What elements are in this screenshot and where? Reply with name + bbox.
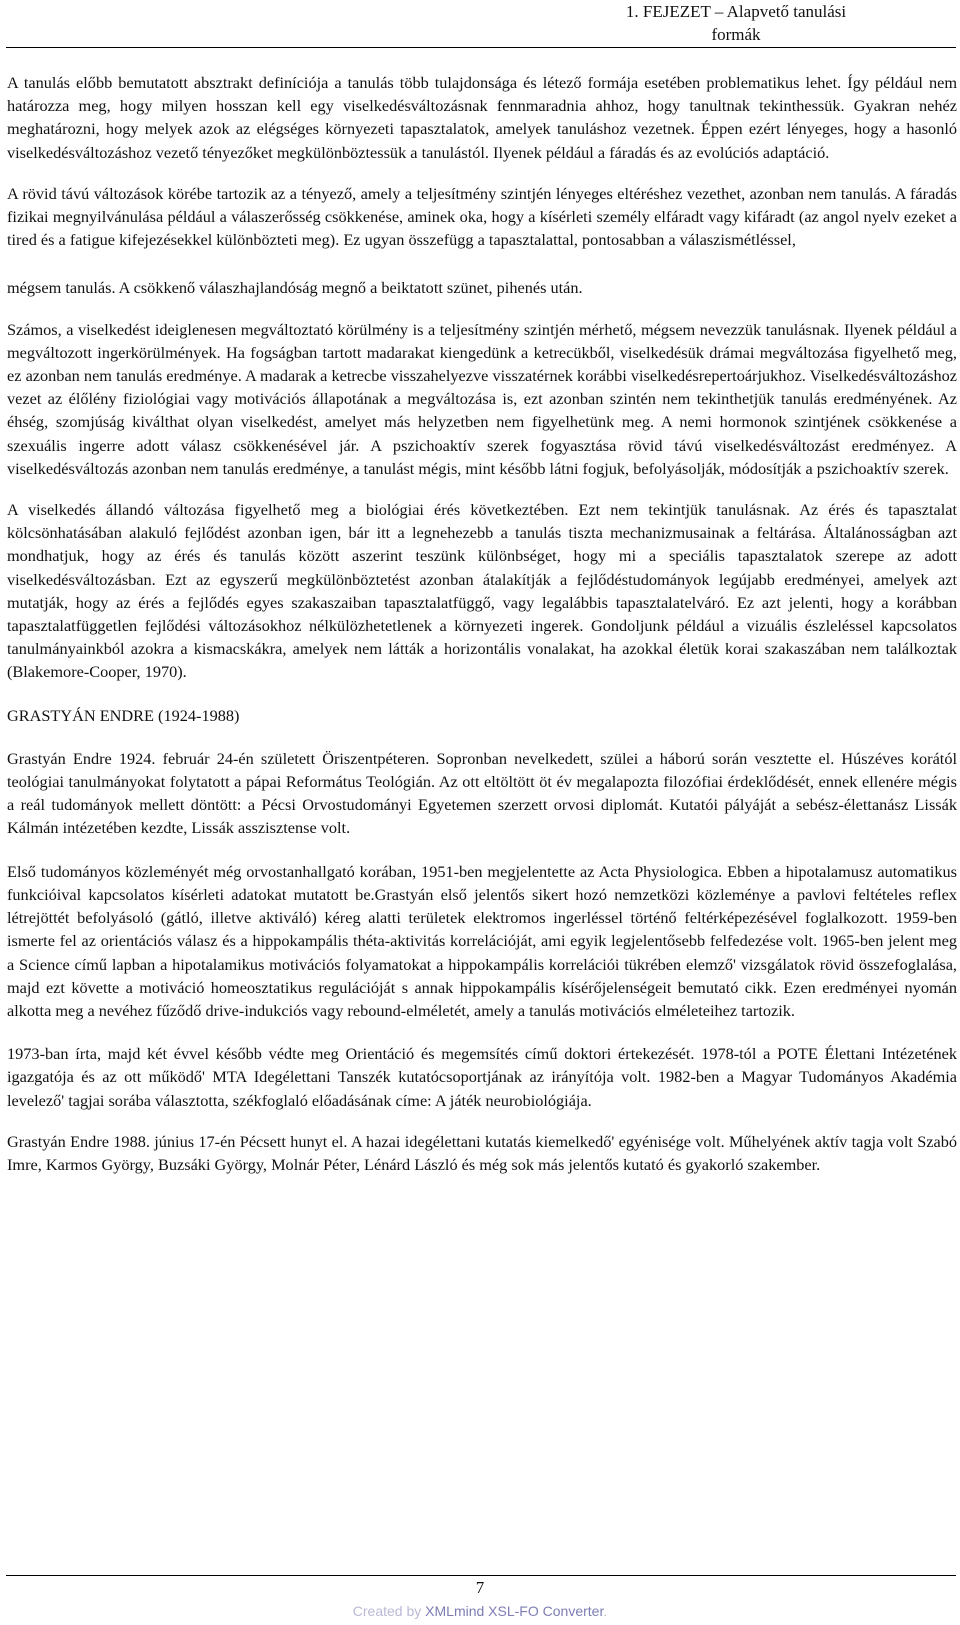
converter-credit-prefix: Created by (352, 1603, 426, 1619)
converter-credit (0, 1602, 960, 1620)
header-chapter-line: 1. FEJEZET – Alapvető tanulási (625, 2, 847, 21)
paragraph-temporary-conditions: Számos, a viselkedést ideiglenesen megváltoztató körülmény is a teljesítmény szintjén mérhető, mégsem nevezzük tanulásnak. Ilyenek például a megváltozott ingerkörülmények. Ha fogságban tartott madarakat kiengedünk a ketrecükből, viselkedésük drámai megváltozása figyelhető meg, ez azonban nem tanulás eredménye. A madarak a ketrecbe visszahelyezve visszatérnek korábbi viselkedésrepertoárjukhoz. Viselkedésváltozáshoz vezet az élőlény fiziológiai vagy motivációs állapotának a megváltozása is, ezt azonban szintén nem tekinthetjük tanulás eredményének. Az éhség, szomjúság kiválthat olyan viselkedést, amelyet más helyzetben nem figyelhetünk meg. A nemi hormonok szintjének csökkenése a szexuális ingerre adott válasz csökkenésével jár. A pszichoaktív szerek fogyasztása rövid távú viselkedésváltozást eredményez. A viselkedésváltozás azonban nem tanulás eredménye, a tanulást mégis, mint később látni fogjuk, befolyásolják, módosítják a pszichoaktív szerek. (7, 319, 957, 478)
paragraph-biography-research: Első tudományos közleményét még orvostanhallgató korában, 1951-ben megjelentette az Acta Physiologica. Ebben a hipotalamusz automatikus funkcióival kapcsolatos kísérleti adatokat mutatott be.Grastyán első jelentős sikert hozó nemzetközi közleménye a pavlovi feltételes reflex létrejöttét befolyásoló (gátló, illetve aktiváló) kéreg alatti területek elektromos ingerléssel történő feltérképezésével foglalkozott. 1959-ben ismerte fel az orientációs válasz és a hippokampális théta-aktivitás korrelációját, ami egyik legjelentősebb felfedezése volt. 1965-ben jelent meg a Science című lapban a hipotalamikus motivációs folyamatokat a hippokampális korrelációi tükrében elemző' vizsgálatok rövid összefoglalása, majd ezt követte a motiváció homeosztatikus regulációját s annak hippokampális kísérőjelenségeit bemutató cikk. Ezen eredményei nyomán alkotta meg a nevéhez fűződő drive-indukciós vagy rebound-elméletét, amely a tanulás motivációs elméleteihez tartozik. (7, 861, 957, 1020)
paragraph-biography-career: 1973-ban írta, majd két évvel később védte meg Orientáció és megemsítés című doktori értekezését. 1978-tól a POTE Élettani Intézetének igazgatója és az ott működő' MTA Idegélettani Tanszék kutatócsoportjának az irányítója volt. 1982-ben a Magyar Tudományos Akadémia levelező' tagjai sorába választotta, székfoglaló előadásának címe: A játék neurobiológiája. (7, 1044, 957, 1110)
paragraph-not-learning: mégsem tanulás. A csökkenő válaszhajlandóság megnő a beiktatott szünet, pihenés után. (7, 278, 583, 298)
paragraph-biography-early: Grastyán Endre 1924. február 24-én született Öriszentpéteren. Sopronban nevelkedett, szülei a háború során vesztette el. Húszéves korától teológiai tanulmányokat folytatott a pápai Református Teológián. Az ott eltöltött öt év megalapozta filozófiai érdeklődését, ennek ellenére mégis a reál tudományok mellett döntött: a Pécsi Orvostudományi Egyetemen szerzett orvosi diplomát. Kutatói pályáját a sebész-élettanász Lissák Kálmán intézetében kezdte, Lissák asszisztense volt. (7, 748, 957, 838)
running-header (256, 0, 956, 46)
paragraph-short-term-changes: A rövid távú változások körébe tartozik az a tényező, amely a teljesítmény szintjén lényeges eltéréshez vezethet, azonban nem tanulás. A fáradás fizikai megnyilvánulása például a válaszerősség csökkenése, aminek oka, hogy a kísérleti személy elfáradt vagy kifáradt (az angol nyelv ezeket a tired és a fatigue kifejezésekkel különbözteti meg). Ez ugyan összefügg a tapasztalattal, pontosabban a válaszismétléssel, (7, 183, 957, 250)
converter-credit-name: XMLmind XSL-FO Converter (425, 1603, 604, 1619)
paragraph-biography-death: Grastyán Endre 1988. június 17-én Pécsett hunyt el. A hazai idegélettani kutatás kiemelkedő' egyénisége volt. Műhelyének aktív tagja volt Szabó Imre, Karmos György, Buzsáki György, Molnár Péter, Lénárd László és még sok más jelentős kutató és gyakorló szakember. (7, 1131, 957, 1174)
body-text (7, 71, 957, 1176)
paragraph-definition-problems: A tanulás előbb bemutatott absztrakt definíciója a tanulás több tulajdonsága és létező formája esetében problematikus lehet. Így például nem határozza meg, hogy milyen hosszan kell egy viselkedésváltozásnak fennmaradnia ahhoz, hogy tanultnak tekinthessük. Gyakran nehéz meghatározni, hogy melyek azok az elégséges környezeti tapasztalatok, amelyek tanuláshoz vezetnek. Éppen ezért lényeges, hogy a hasonló viselkedésváltozáshoz vezető tényezőket megkülönböztessük a tanulástól. Ilyenek például a fáradás és az evolúciós adaptáció. (7, 73, 957, 162)
page-number: 7 (475, 1578, 485, 1597)
header-divider (6, 47, 956, 48)
converter-credit-suffix: . (603, 1603, 608, 1619)
footer-divider (6, 1575, 956, 1576)
section-heading-grastyan: GRASTYÁN ENDRE (1924-1988) (7, 705, 240, 725)
header-chapter-line-2: formák (711, 25, 761, 44)
paragraph-maturation: A viselkedés állandó változása figyelhető meg a biológiai érés következtében. Ezt nem tekintjük tanulásnak. Az érés és tapasztalat kölcsönhatásában alakuló fejlődést azonban igen, bár itt a legnehezebb a tanulás tiszta mechanizmusainak a feltárása. Általánosságban azt mondhatjuk, hogy az érés és tanulás között aszerint teszünk különbséget, hogy mi a speciális tapasztalatok szerepe az adott viselkedésváltozásban. Ezt az egyszerű megkülönböztetést azonban átalakítják a fejlődéstudományok legújabb eredményei, amelyek azt mutatják, hogy az érés a fejlődés egyes szakaszaiban tapasztalatfüggő, vagy legalábbis tapasztalatelváró. Ez azt jelenti, hogy a korábban tapasztalatfüggetlen fejlődési változásokhoz nélkülözhetetlenek a környezeti ingerek. Gondoljunk például a vizuális észleléssel kapcsolatos tanulmányainkból azokra a kismacskákra, amelyek nem látták a horizontális vonalakat, ha azokkal életük korai szakaszában nem találkoztak (Blakemore-Cooper, 1970). (7, 500, 957, 682)
